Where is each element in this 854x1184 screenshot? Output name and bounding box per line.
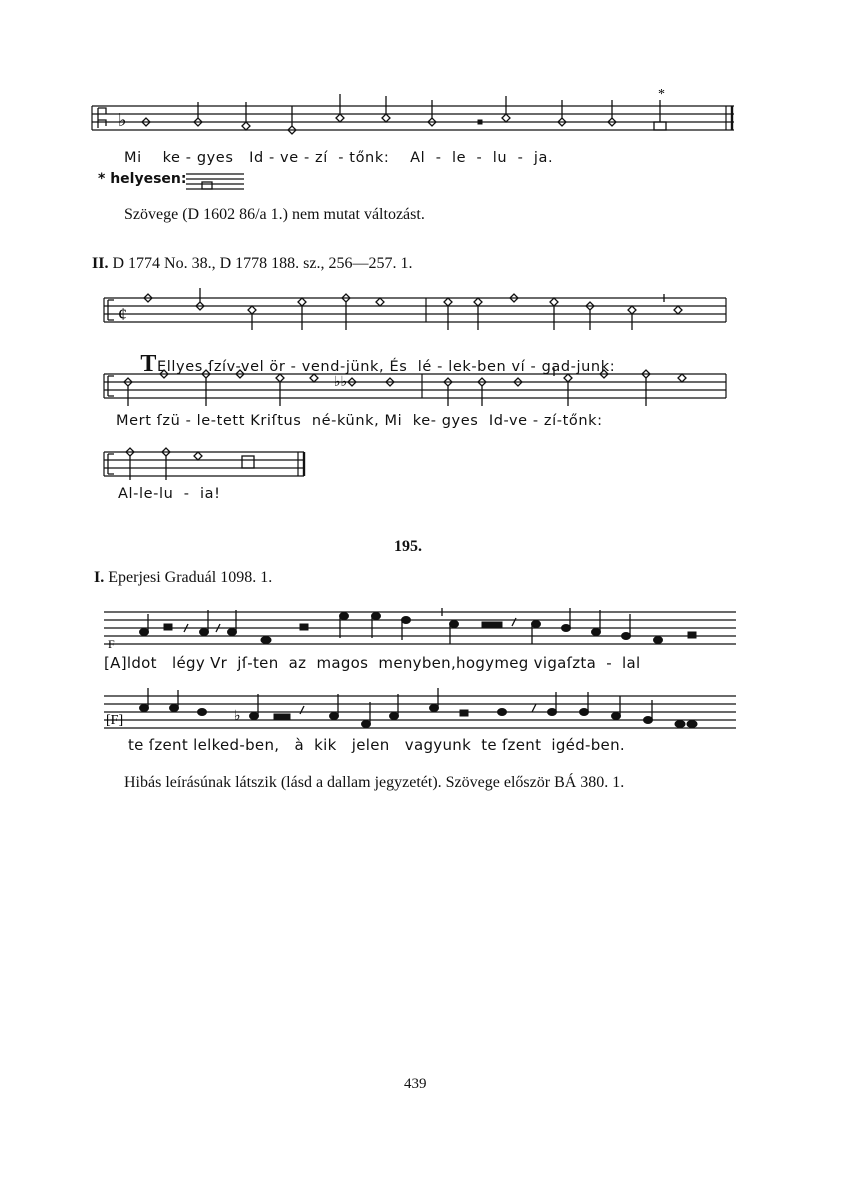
staff-2 [104, 286, 734, 336]
svg-text:¢: ¢ [118, 304, 127, 324]
section1-note: Szövege (D 1602 86/a 1.) nem mutat változást. [124, 206, 425, 223]
section2-heading [92, 255, 412, 273]
section2-heading-num: II. [92, 255, 109, 272]
staff-5 [104, 604, 744, 654]
section3-heading [94, 569, 272, 587]
page-number: 439 [404, 1076, 427, 1092]
staff-6-lyrics: te ſzent lelked-ben, à kik jelen vagyunk te ſzent igéd-ben. [128, 736, 625, 754]
staff-4 [104, 440, 314, 490]
section3-heading-num: I. [94, 569, 105, 586]
svg-text:♭: ♭ [234, 709, 241, 724]
staff-3 [104, 362, 734, 412]
hymn-number: 195. [394, 538, 422, 555]
svg-text:♭♭: ♭♭ [334, 375, 348, 390]
staff-1-lyrics: Mi ke - gyes Id - ve - zí - tőnk: Al - le - lu - ja. [124, 150, 554, 166]
svg-text:F: F [108, 637, 115, 651]
staff-4-lyrics: Al-le-lu - ia! [118, 486, 221, 502]
section3-heading-text: Eperjesi Graduál 1098. 1. [108, 569, 273, 586]
staff-1 [92, 87, 742, 142]
footnote-staff [186, 170, 246, 194]
staff-5-lyrics: [A]ldot légy Vr jſ-ten az magos menyben,hogymeg vigaſzta - lal [104, 654, 641, 672]
staff-2-lyrics-text: Ellyes ſzív-vel ör - vend-jünk, És lé - lek-ben ví - gad-junk: [157, 359, 616, 375]
staff-2-initial: T [140, 351, 158, 377]
staff-6 [104, 688, 744, 738]
svg-text:[F]: [F] [106, 713, 124, 728]
svg-text:♭: ♭ [118, 110, 127, 130]
section2-heading-text: D 1774 No. 38., D 1778 188. sz., 256—257. 1. [112, 255, 413, 272]
svg-text:*: * [658, 87, 665, 102]
staff-3-lyrics: Mert ſzü - le-tett Kriſtus né-künk, Mi ke- gyes Id-ve - zí-tőnk: [116, 413, 603, 429]
footnote-label: * helyesen: [98, 171, 187, 187]
section3-note: Hibás leírásúnak látszik (lásd a dallam jegyzetét). Szövege először BÁ 380. 1. [124, 774, 625, 791]
